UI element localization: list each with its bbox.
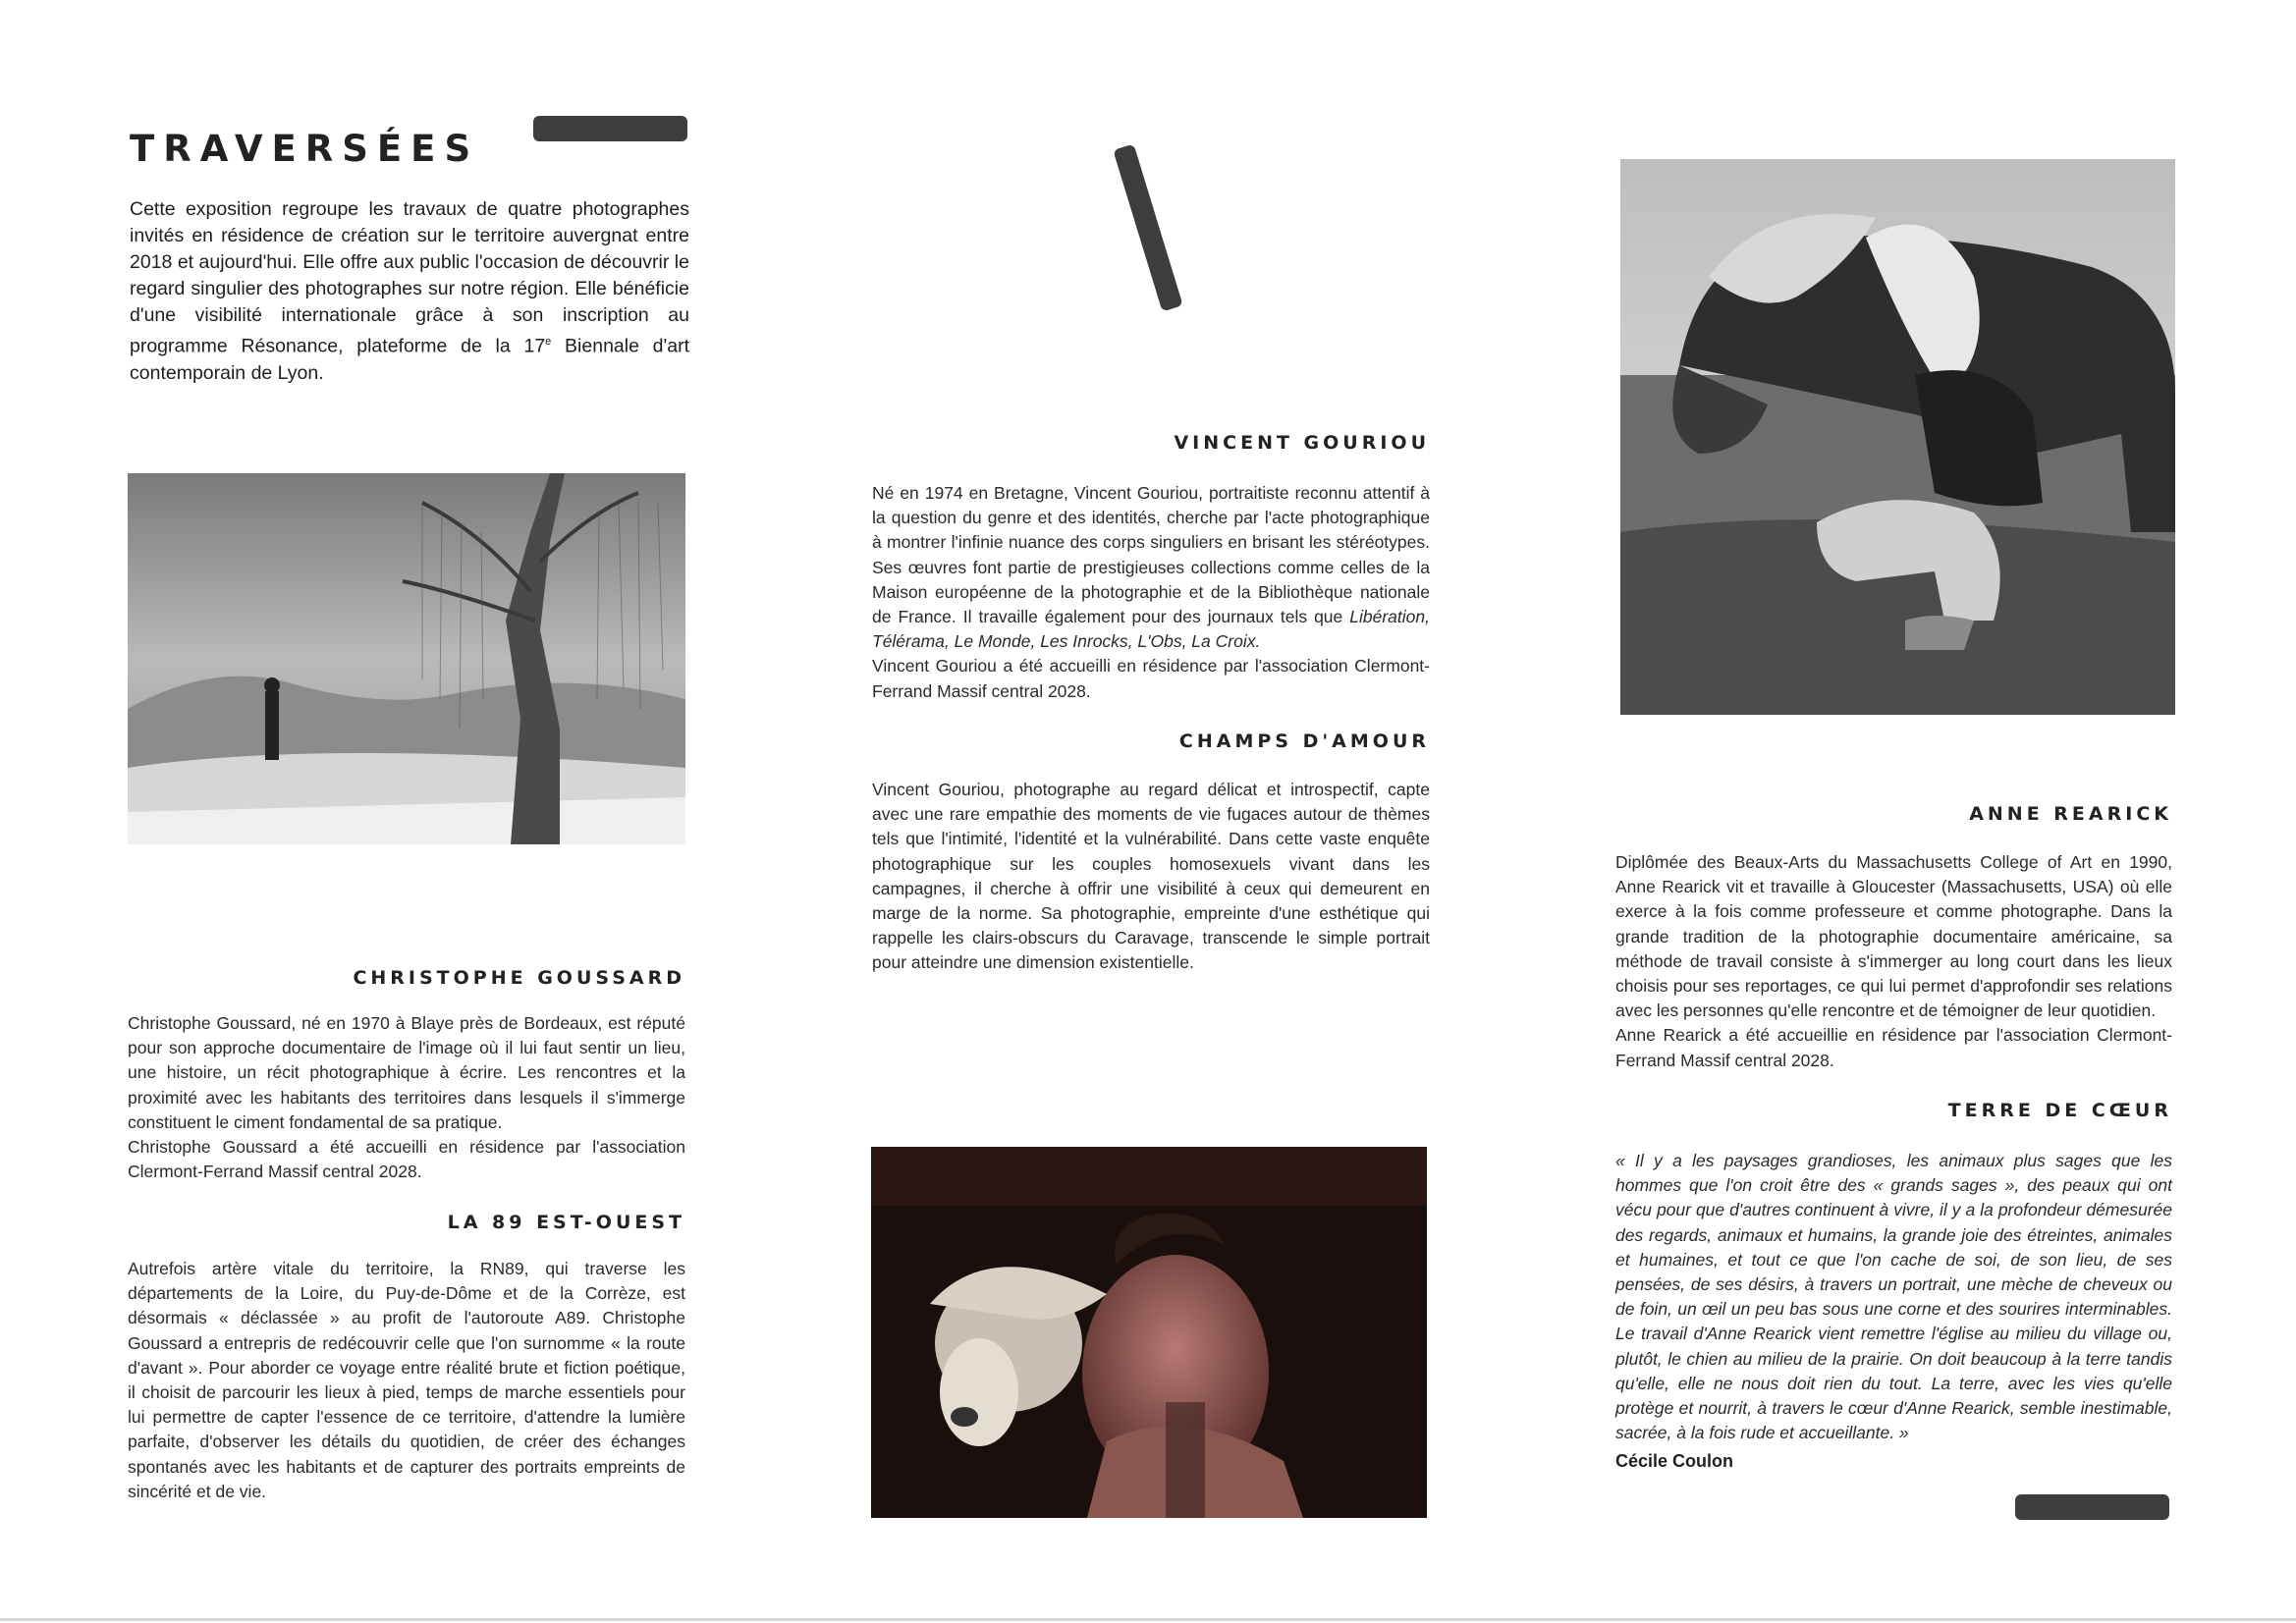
- intro-text: Cette exposition regroupe les travaux de quatre photographes invités en résidence de création sur le territoire auvergnat entre 2018 et aujourd'hui. Elle offre aux public l'occasion de découvrir le regard singulier des photographes sur notre région. Elle bénéficie d'une visibilité internationale grâce à son inscription au programme Résonance, plateforme de la 17: [130, 198, 689, 357]
- residence-gouriou: Vincent Gouriou a été accueilli en résidence par l'association Clermont-Ferrand Massif central 2028.: [872, 656, 1430, 701]
- intro-paragraph: [130, 196, 689, 387]
- bio-rearick-text: Diplômée des Beaux-Arts du Massachusetts College of Art en 1990, Anne Rearick vit et travaille à Gloucester (Massachusetts, USA) où elle exerce à la fois comme professeure et comme photographe. Dans la grande tradition de la photographie documentaire américaine, sa méthode de travail consiste à s'immerger au long court dans les lieux choisis pour ses reportages, ce qui lui permet d'approfondir ses relations avec les personnes qu'elle rencontre et de témoigner de leur quotidien.: [1615, 852, 2172, 1021]
- bio-gouriou: [872, 481, 1430, 704]
- project-text-goussard: [128, 1257, 685, 1504]
- quote-text: « Il y a les paysages grandioses, les animaux plus sages que les hommes que l'on croit être des « grands sages », des peaux qui ont vécu pour que d'autres continuent à vivre, il y a la profondeur démesurée des regards, animaux et humains, la grande joie des étreintes, animales et humaines, et tout ce que l'on cache de soi, de son lieu, de ses pensées, de ses désirs, à travers un portrait, une mèche de cheveux ou de foin, un œil un peu bas sous une corne et des sourires interminables. Le travail d'Anne Rearick vient remettre l'église au milieu du village ou, plutôt, le chien au milieu de la prairie. On doit beaucoup à la terre tandis qu'elle, elle ne nous doit rien du tout. La terre, avec les vies qu'elle protège et nourrit, à travers le cœur d'Anne Rearick, semble inestimable, sacrée, à la fois rude et accueillante. »: [1615, 1151, 2172, 1443]
- photographer-name-goussard: CHRISTOPHE GOUSSARD: [353, 967, 685, 989]
- bio-goussard: [128, 1011, 685, 1184]
- project-gouriou-text: Vincent Gouriou, photographe au regard délicat et introspectif, capte avec une rare empathie des moments de vie fugaces autour de thèmes tels que l'intimité, l'identité et la vulnérabilité. Dans cette vaste enquête photographique sur les couples homosexuels vivant dans les campagnes, il cherche à offrir une visibilité à ceux qui demeurent en marge de la norme. Sa photographie, empreinte d'une esthétique qui rappelle les clairs-obscurs du Caravage, transcende le simple portrait pour atteindre une dimension existentielle.: [872, 780, 1430, 973]
- project-text-gouriou: [872, 778, 1430, 976]
- header-bar-left: [533, 116, 687, 141]
- intro-superscript: e: [545, 336, 552, 348]
- bottom-edge-rule: [0, 1618, 2296, 1621]
- quote-author: Cécile Coulon: [1615, 1451, 1734, 1472]
- quote-rearick: [1615, 1149, 2172, 1475]
- slash-bar-middle: [1113, 144, 1182, 312]
- bio-rearick: [1615, 850, 2172, 1073]
- photo-rearick-pony: [1620, 159, 2175, 715]
- residence-goussard: Christophe Goussard a été accueilli en résidence par l'association Clermont-Ferrand Massif central 2028.: [128, 1137, 685, 1182]
- page-title: TRAVERSÉES: [130, 128, 480, 170]
- footer-bar-right: [2015, 1494, 2169, 1520]
- tree-landscape-image: [128, 473, 685, 844]
- bio-gouriou-text: Né en 1974 en Bretagne, Vincent Gouriou, portraitiste reconnu attentif à la question du genre et des identités, cherche par l'acte photographique à montrer l'infinie nuance des corps singuliers en brisant les stéréotypes. Ses œuvres font partie de prestigieuses collections comme celles de la Maison européenne de la photographie et de la Bibliothèque nationale de France. Il travaille également pour des journaux tels que: [872, 483, 1430, 627]
- project-goussard-text: Autrefois artère vitale du territoire, la RN89, qui traverse les départements de la Loire, du Puy-de-Dôme et de la Corrèze, est désormais « déclassée » au profit de l'autoroute A89. Christophe Goussard a entrepris de redécouvrir celle que l'on surnomme « la route d'avant ». Pour aborder ce voyage entre réalité brute et fiction poétique, il choisit de parcourir les lieux à pied, temps de marche essentiels pour lui permettre de capter l'essence de ce territoire, d'attendre la lumière parfaite, d'observer les détails du quotidien, de créer des échanges spontanés avec les habitants et de capturer des portraits empreints de sincérité et de vie.: [128, 1259, 685, 1501]
- photographer-name-gouriou: VINCENT GOURIOU: [1174, 432, 1430, 454]
- press-titles: Libération, Télérama, Le Monde, Les Inrocks, L'Obs, La Croix.: [872, 607, 1430, 652]
- project-title-goussard: LA 89 EST-OUEST: [447, 1212, 685, 1233]
- bio-goussard-text: Christophe Goussard, né en 1970 à Blaye près de Bordeaux, est réputé pour son approche documentaire de l'image où il lui faut sentir un lieu, une histoire, un récit photographique à écrire. Les rencontres et la proximité avec les habitants des territoires dans lesquels il s'immerge constituent le ciment fondamental de sa pratique.: [128, 1013, 685, 1132]
- intro-text-end: Biennale d'art contemporain de Lyon.: [130, 335, 689, 384]
- photo-gouriou-portrait: [871, 1147, 1427, 1518]
- photographer-name-rearick: ANNE REARICK: [1969, 803, 2172, 825]
- residence-rearick: Anne Rearick a été accueillie en résidence par l'association Clermont-Ferrand Massif central 2028.: [1615, 1025, 2172, 1070]
- project-title-gouriou: CHAMPS D'AMOUR: [1178, 730, 1430, 752]
- project-title-rearick: TERRE DE CŒUR: [1947, 1100, 2172, 1121]
- man-with-lamb-image: [871, 1147, 1427, 1518]
- photo-goussard-tree: [128, 473, 685, 844]
- girl-with-pony-image: [1620, 159, 2175, 715]
